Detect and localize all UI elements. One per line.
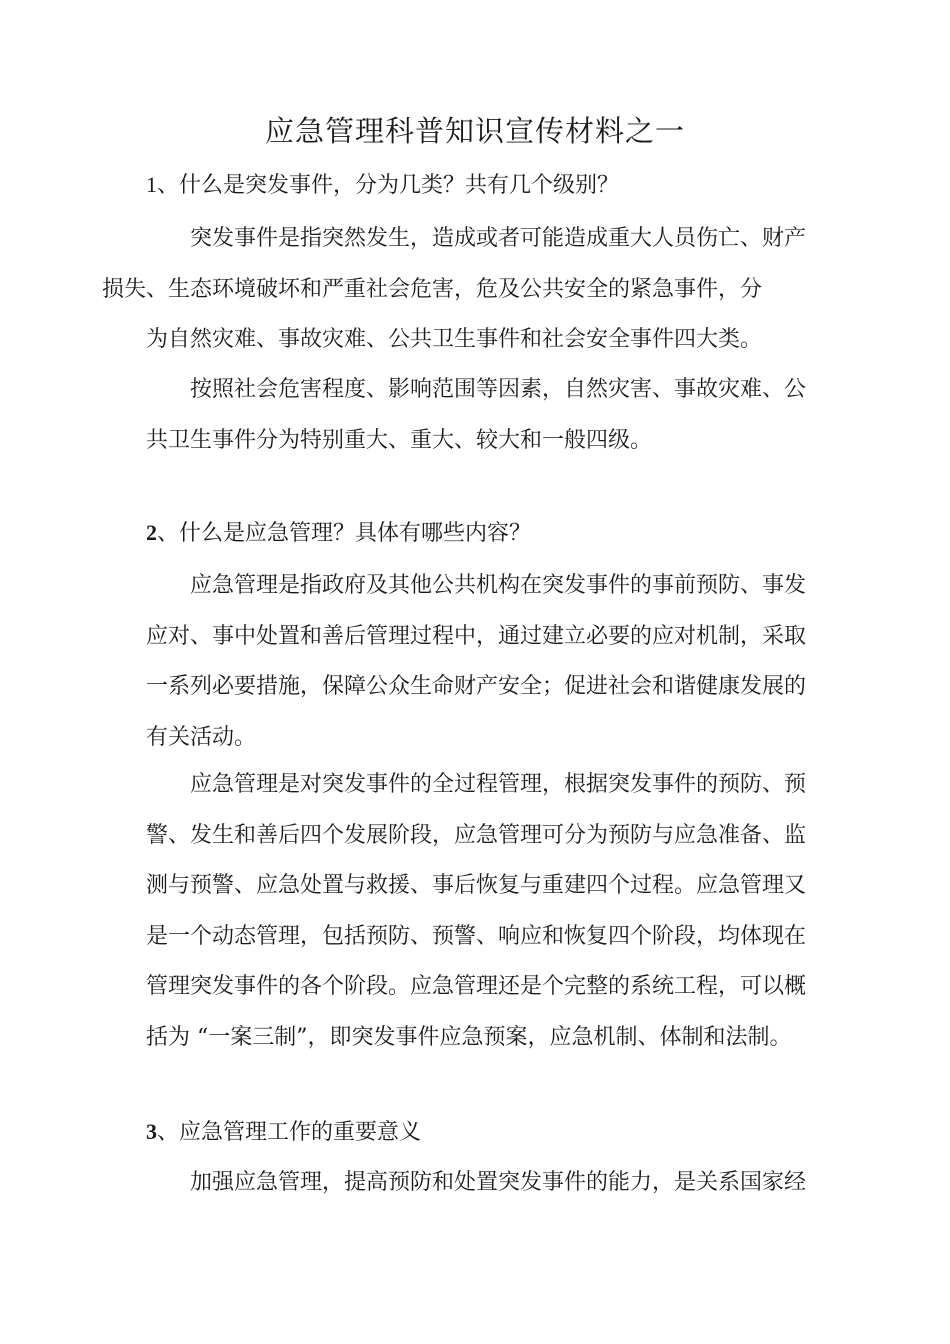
section-2-heading-text: 、什么是应急管理？具体有哪些内容？ (157, 521, 532, 546)
text-line: 警、发生和善后四个发展阶段，应急管理可分为预防与应急准备、监 (146, 822, 806, 848)
section-3-number: 3 (146, 1119, 157, 1144)
text-line: 为自然灾难、事故灾难、公共卫生事件和社会安全事件四大类。 (146, 327, 763, 352)
text-line: 共卫生事件分为特别重大、重大、较大和一般四级。 (146, 427, 653, 453)
section-3-paragraph-1 (146, 1158, 806, 1209)
section-1-paragraph-1 (102, 214, 806, 366)
text-line: 测与预警、应急处置与救援、事后恢复与重建四个过程。应急管理又 (146, 873, 806, 898)
text-line: 应对、事中处置和善后管理过程中，通过建立必要的应对机制，采取 (146, 623, 806, 649)
section-3-heading (146, 1117, 421, 1148)
section-2-heading (146, 518, 531, 549)
section-1-heading-text: 、什么是突发事件，分为几类？共有几个级别？ (157, 173, 620, 198)
text-line: 损失、生态环境破坏和严重社会危害，危及公共安全的紧急事件，分 (102, 276, 763, 302)
text-line: 有关活动。 (146, 724, 257, 750)
text-line: 突发事件是指突然发生，造成或者可能造成重大人员伤亡、财产 (190, 226, 806, 251)
section-1-heading (146, 170, 619, 201)
section-2-paragraph-2 (146, 760, 806, 1063)
text-line: 按照社会危害程度、影响范围等因素，自然灾害、事故灾难、公 (190, 377, 806, 402)
text-line: 括为 “一案三制”，即突发事件应急预案，应急机制、体制和法制。 (146, 1024, 792, 1050)
section-3-heading-text: 、应急管理工作的重要意义 (157, 1120, 422, 1145)
text-line: 管理突发事件的各个阶段。应急管理还是个完整的系统工程，可以概 (146, 974, 806, 999)
section-2-number: 2 (146, 520, 157, 545)
text-line: 应急管理是指政府及其他公共机构在突发事件的事前预防、事发 (190, 573, 806, 598)
text-line: 一系列必要措施，保障公众生命财产安全；促进社会和谐健康发展的 (146, 674, 806, 699)
text-line: 应急管理是对突发事件的全过程管理，根据突发事件的预防、预 (190, 772, 806, 797)
document-title: 应急管理科普知识宣传材料之一 (264, 114, 685, 148)
text-line: 加强应急管理，提高预防和处置突发事件的能力，是关系国家经 (190, 1170, 806, 1195)
section-2-paragraph-1 (146, 561, 806, 763)
section-1-paragraph-2 (146, 365, 806, 466)
section-1-number: 1 (146, 172, 157, 197)
text-line: 是一个动态管理，包括预防、预警、响应和恢复四个阶段，均体现在 (146, 923, 806, 949)
